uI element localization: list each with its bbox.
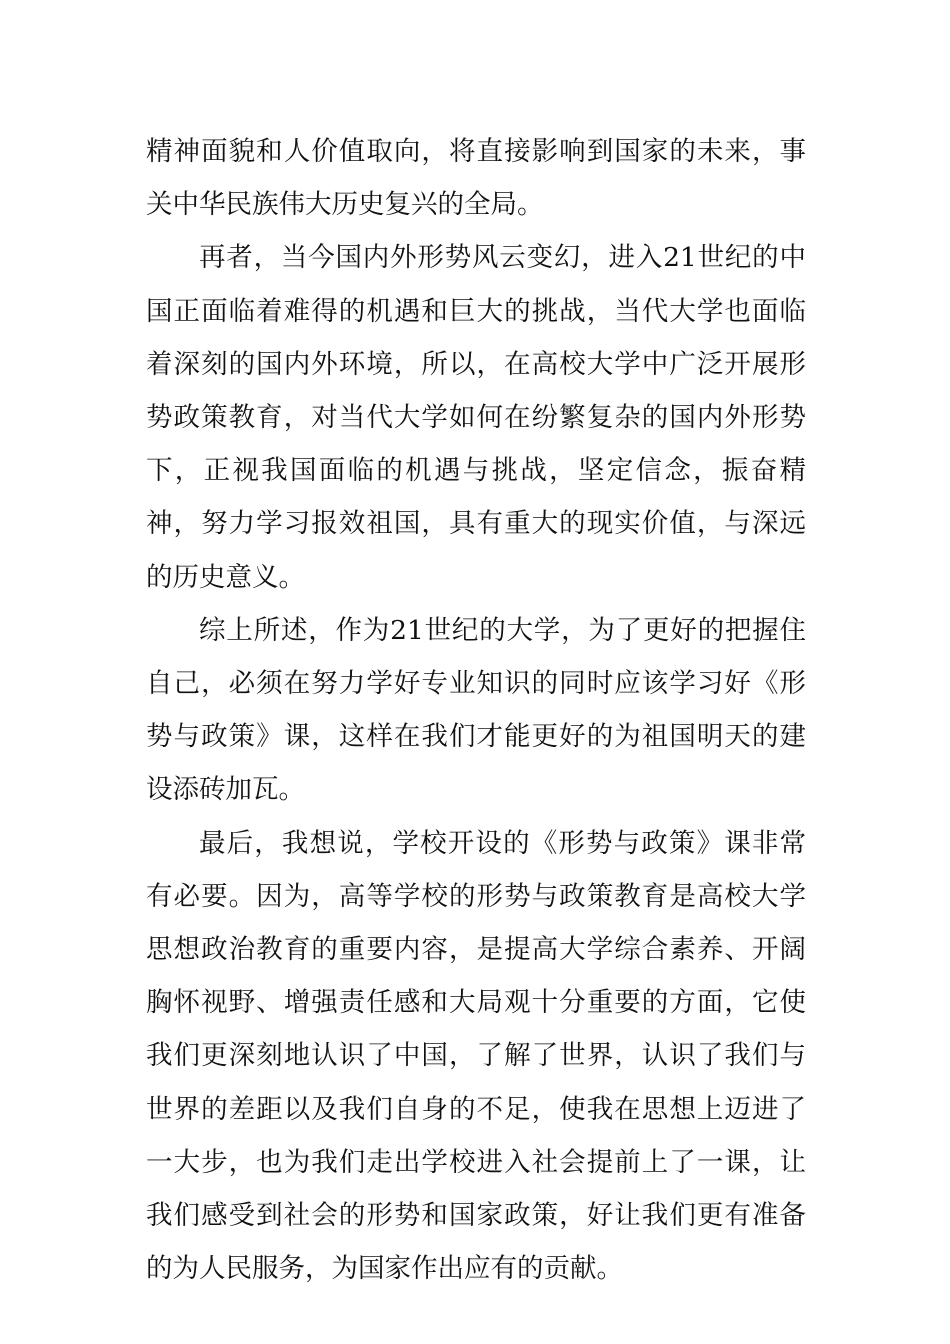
paragraph-3: 综上所述，作为21世纪的大学，为了更好的把握住自己，必须在努力学好专业知识的同时应该学习好《形势与政策》课，这样在我们才能更好的为祖国明天的建设添砖加瓦。 — [146, 614, 806, 806]
document-body — [146, 125, 806, 1295]
paragraph-4: 最后，我想说，学校开设的《形势与政策》课非常有必要。因为，高等学校的形势与政策教育是高校大学思想政治教育的重要内容，是提高大学综合素养、开阔胸怀视野、增强责任感和大局观十分重要的方面，它使我们更深刻地认识了中国，了解了世界，认识了我们与世界的差距以及我们自身的不足，使我在思想上迈进了一大步，也为我们走出学校进入社会提前上了一课，让我们感受到社会的形势和国家政策，好让我们更有准备的为人民服务，为国家作出应有的贡献。 — [146, 827, 806, 1285]
paragraph-2: 再者，当今国内外形势风云变幻，进入21世纪的中国正面临着难得的机遇和巨大的挑战，当代大学也面临着深刻的国内外环境，所以，在高校大学中广泛开展形势政策教育，对当代大学如何在纷繁复杂的国内外形势下，正视我国面临的机遇与挑战，坚定信念，振奋精神，努力学习报效祖国，具有重大的现实价值，与深远的历史意义。 — [146, 242, 806, 593]
paragraph-1: 精神面貌和人价值取向，将直接影响到国家的未来，事关中华民族伟大历史复兴的全局。 — [146, 136, 806, 221]
